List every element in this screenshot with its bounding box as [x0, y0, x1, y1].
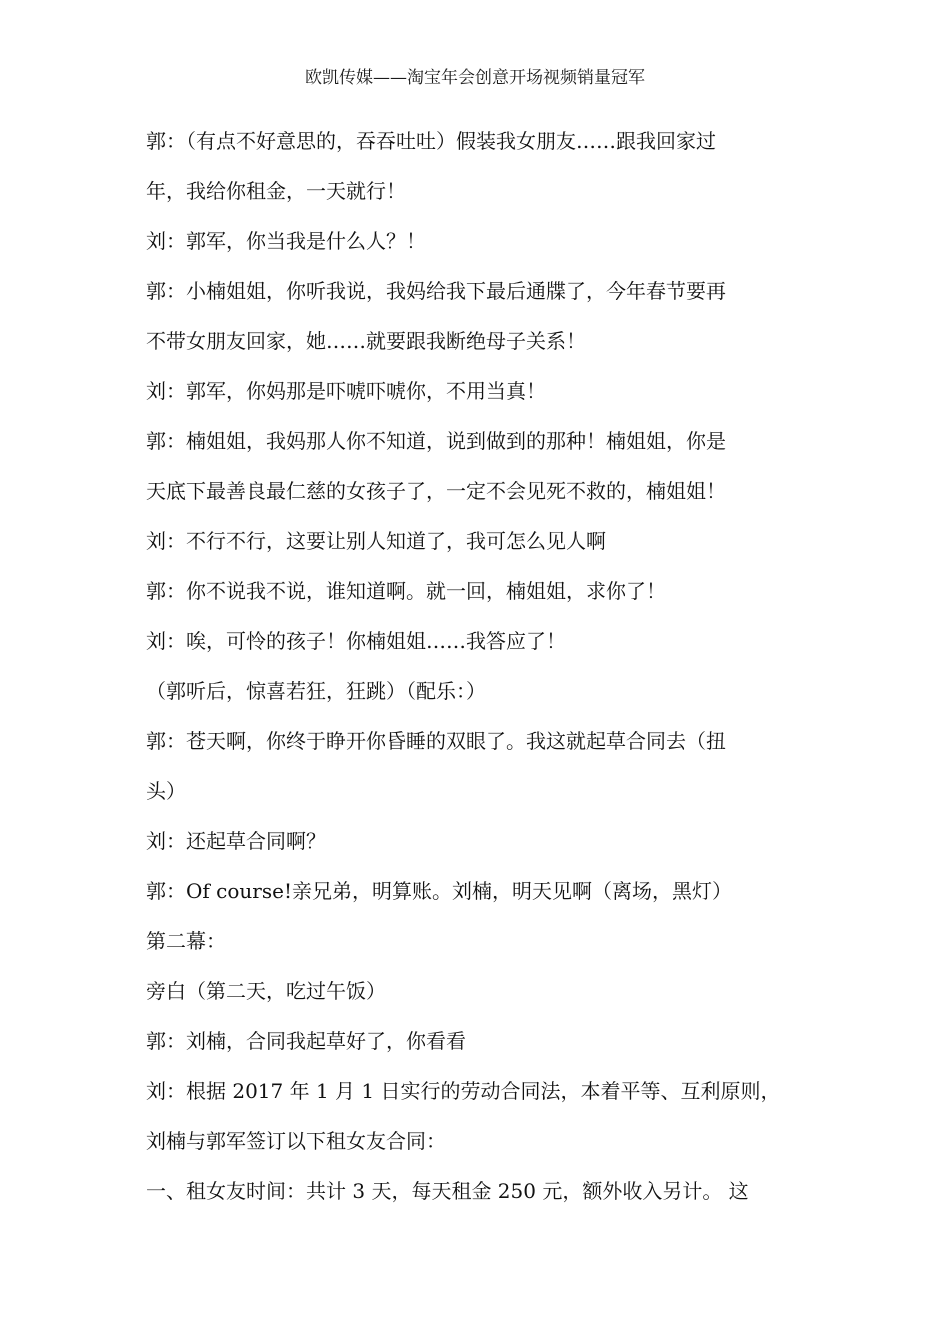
text-line: 不带女朋友回家，她……就要跟我断绝母子关系！ — [146, 329, 586, 353]
text-line: 郭：苍天啊，你终于睁开你昏睡的双眼了。我这就起草合同去（扭 — [146, 729, 726, 753]
text-line: 刘：根据 2017 年 1 月 1 日实行的劳动合同法，本着平等、互利原则， — [146, 1079, 781, 1103]
text-line: 年，我给你租金，一天就行！ — [146, 179, 406, 203]
text-line: 刘楠与郭军签订以下租女友合同： — [146, 1129, 446, 1153]
act-heading: 第二幕： — [146, 929, 226, 953]
narration-line: 旁白（第二天，吃过午饭） — [146, 979, 386, 1003]
text-line: 天底下最善良最仁慈的女孩子了，一定不会见死不救的，楠姐姐！ — [146, 479, 726, 503]
text-line: 郭：刘楠，合同我起草好了，你看看 — [146, 1029, 466, 1053]
text-line: 郭：（有点不好意思的，吞吞吐吐）假装我女朋友……跟我回家过 — [146, 129, 716, 153]
text-line: 郭：小楠姐姐，你听我说，我妈给我下最后通牒了，今年春节要再 — [146, 279, 726, 303]
text-line: 刘：唉，可怜的孩子！你楠姐姐……我答应了！ — [146, 629, 566, 653]
text-line: 刘：还起草合同啊？ — [146, 829, 326, 853]
text-line: 刘：郭军，你当我是什么人？！ — [146, 229, 426, 253]
text-line: 郭：Of course!亲兄弟，明算账。刘楠，明天见啊（离场，黑灯） — [146, 879, 732, 903]
text-line: 郭：楠姐姐，我妈那人你不知道，说到做到的那种！楠姐姐，你是 — [146, 429, 726, 453]
text-line: 头） — [146, 779, 186, 803]
text-line: 刘：不行不行，这要让别人知道了，我可怎么见人啊 — [146, 529, 606, 553]
text-line: 郭：你不说我不说，谁知道啊。就一回，楠姐姐，求你了！ — [146, 579, 666, 603]
contract-clause-line: 一、租女友时间：共计 3 天，每天租金 250 元，额外收入另计。 这 — [146, 1179, 749, 1203]
text-line: 刘：郭军，你妈那是吓唬吓唬你，不用当真！ — [146, 379, 546, 403]
stage-direction-line: （郭听后，惊喜若狂，狂跳）（配乐：） — [146, 679, 486, 703]
script-body — [146, 124, 814, 1224]
page-header: 欧凯传媒——淘宝年会创意开场视频销量冠军 — [305, 68, 645, 88]
